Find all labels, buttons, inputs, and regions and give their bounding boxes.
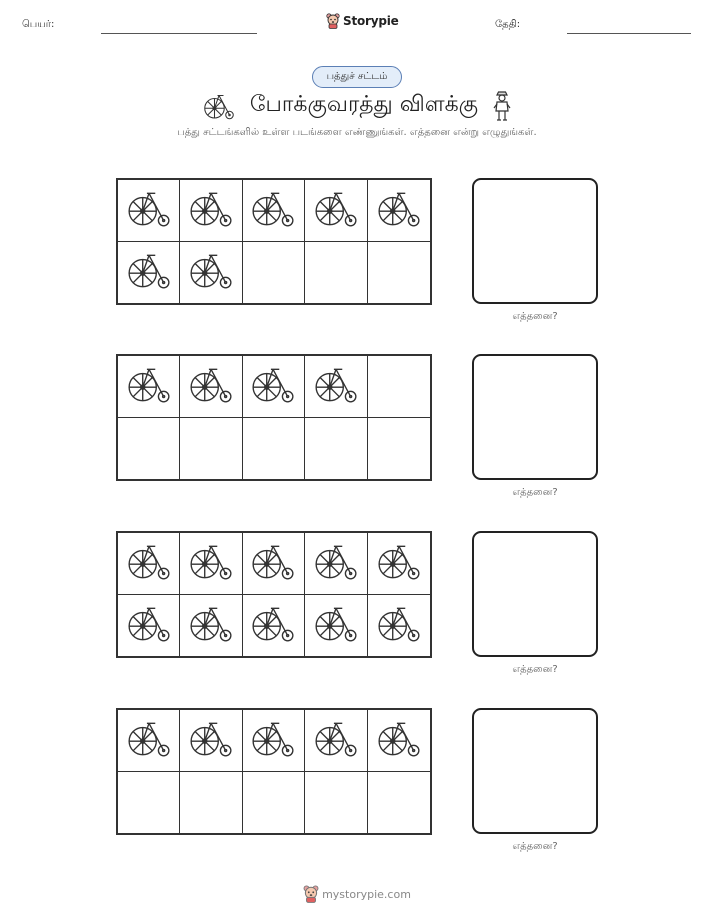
- penny-farthing-bicycle-icon: [313, 539, 359, 587]
- penny-farthing-bicycle-icon: [376, 601, 422, 649]
- page-title: போக்குவரத்து விளக்கு: [249, 92, 479, 117]
- ten-frame-cell: [243, 180, 305, 242]
- brand-name: Storypie: [343, 14, 399, 28]
- penny-farthing-bicycle-icon: [188, 716, 234, 764]
- name-label: பெயர்:: [22, 19, 55, 30]
- ten-frame-cell: [243, 710, 305, 772]
- penny-farthing-bicycle-icon: [188, 186, 234, 234]
- ten-frame-cell: [368, 595, 430, 657]
- ten-frame-cell: [118, 595, 180, 657]
- ten-frame-cell: [368, 533, 430, 595]
- penny-farthing-bicycle-icon: [313, 601, 359, 649]
- penny-farthing-bicycle-icon: [126, 716, 172, 764]
- answer-box[interactable]: [472, 178, 598, 304]
- ten-frame-cell: [243, 533, 305, 595]
- penny-farthing-bicycle-icon: [202, 91, 236, 121]
- answer-box[interactable]: [472, 354, 598, 480]
- ten-frame-cell: [243, 356, 305, 418]
- traffic-officer-icon: [492, 90, 512, 122]
- ten-frame-cell: [243, 772, 305, 834]
- penny-farthing-bicycle-icon: [313, 362, 359, 410]
- penny-farthing-bicycle-icon: [376, 539, 422, 587]
- ten-frame-cell: [180, 533, 242, 595]
- ten-frame-cell: [180, 242, 242, 304]
- penny-farthing-bicycle-icon: [126, 248, 172, 296]
- ten-frame-cell: [118, 242, 180, 304]
- ten-frame-cell: [118, 356, 180, 418]
- ten-frame-cell: [243, 418, 305, 480]
- ten-frame-cell: [243, 595, 305, 657]
- penny-farthing-bicycle-icon: [126, 186, 172, 234]
- storypie-logo-icon: [326, 13, 340, 29]
- ten-frame-cell: [180, 418, 242, 480]
- ten-frame-cell: [305, 710, 367, 772]
- answer-box[interactable]: [472, 708, 598, 834]
- ten-frame-cell: [368, 242, 430, 304]
- answer-label: எத்தனை?: [512, 487, 558, 498]
- ten-frame-cell: [368, 710, 430, 772]
- answer-box[interactable]: [472, 531, 598, 657]
- ten-frame-cell: [305, 595, 367, 657]
- ten-frame-cell: [305, 533, 367, 595]
- ten-frame-cell: [305, 418, 367, 480]
- ten-frame-cell: [368, 772, 430, 834]
- penny-farthing-bicycle-icon: [188, 539, 234, 587]
- answer-label: எத்தனை?: [512, 664, 558, 675]
- ten-frame-cell: [305, 356, 367, 418]
- penny-farthing-bicycle-icon: [126, 601, 172, 649]
- title-row: [0, 88, 714, 124]
- ten-frame: [116, 178, 432, 305]
- penny-farthing-bicycle-icon: [250, 539, 296, 587]
- ten-frame-cell: [118, 180, 180, 242]
- ten-frame: [116, 354, 432, 481]
- name-line[interactable]: [101, 33, 257, 34]
- ten-frame-cell: [118, 710, 180, 772]
- instructions: பத்து சட்டங்களில் உள்ள படங்களை எண்ணுங்கள். எத்தனை என்று எழுதுங்கள்.: [177, 127, 537, 138]
- storypie-logo-icon: [303, 885, 319, 903]
- penny-farthing-bicycle-icon: [313, 186, 359, 234]
- penny-farthing-bicycle-icon: [250, 716, 296, 764]
- ten-frame-cell: [305, 772, 367, 834]
- ten-frame-cell: [368, 356, 430, 418]
- footer: [0, 885, 714, 903]
- ten-frame: [116, 708, 432, 835]
- ten-frame-cell: [305, 242, 367, 304]
- penny-farthing-bicycle-icon: [188, 248, 234, 296]
- penny-farthing-bicycle-icon: [126, 362, 172, 410]
- ten-frame-cell: [180, 356, 242, 418]
- date-line[interactable]: [567, 33, 691, 34]
- penny-farthing-bicycle-icon: [188, 601, 234, 649]
- ten-frame-cell: [368, 180, 430, 242]
- penny-farthing-bicycle-icon: [250, 601, 296, 649]
- topic-badge: பத்துச் சட்டம்: [312, 66, 402, 88]
- answer-label: எத்தனை?: [512, 311, 558, 322]
- ten-frame-cell: [180, 772, 242, 834]
- ten-frame-cell: [180, 595, 242, 657]
- penny-farthing-bicycle-icon: [376, 716, 422, 764]
- penny-farthing-bicycle-icon: [250, 186, 296, 234]
- penny-farthing-bicycle-icon: [188, 362, 234, 410]
- penny-farthing-bicycle-icon: [250, 362, 296, 410]
- answer-label: எத்தனை?: [512, 841, 558, 852]
- ten-frame-cell: [118, 772, 180, 834]
- penny-farthing-bicycle-icon: [376, 186, 422, 234]
- ten-frame-cell: [305, 180, 367, 242]
- penny-farthing-bicycle-icon: [313, 716, 359, 764]
- ten-frame-cell: [118, 418, 180, 480]
- penny-farthing-bicycle-icon: [126, 539, 172, 587]
- ten-frame-cell: [118, 533, 180, 595]
- brand: [326, 13, 399, 29]
- ten-frame-cell: [180, 710, 242, 772]
- footer-url[interactable]: mystorypie.com: [322, 887, 411, 901]
- ten-frame-cell: [368, 418, 430, 480]
- ten-frame-cell: [180, 180, 242, 242]
- ten-frame-cell: [243, 242, 305, 304]
- ten-frame: [116, 531, 432, 658]
- date-label: தேதி:: [495, 19, 521, 30]
